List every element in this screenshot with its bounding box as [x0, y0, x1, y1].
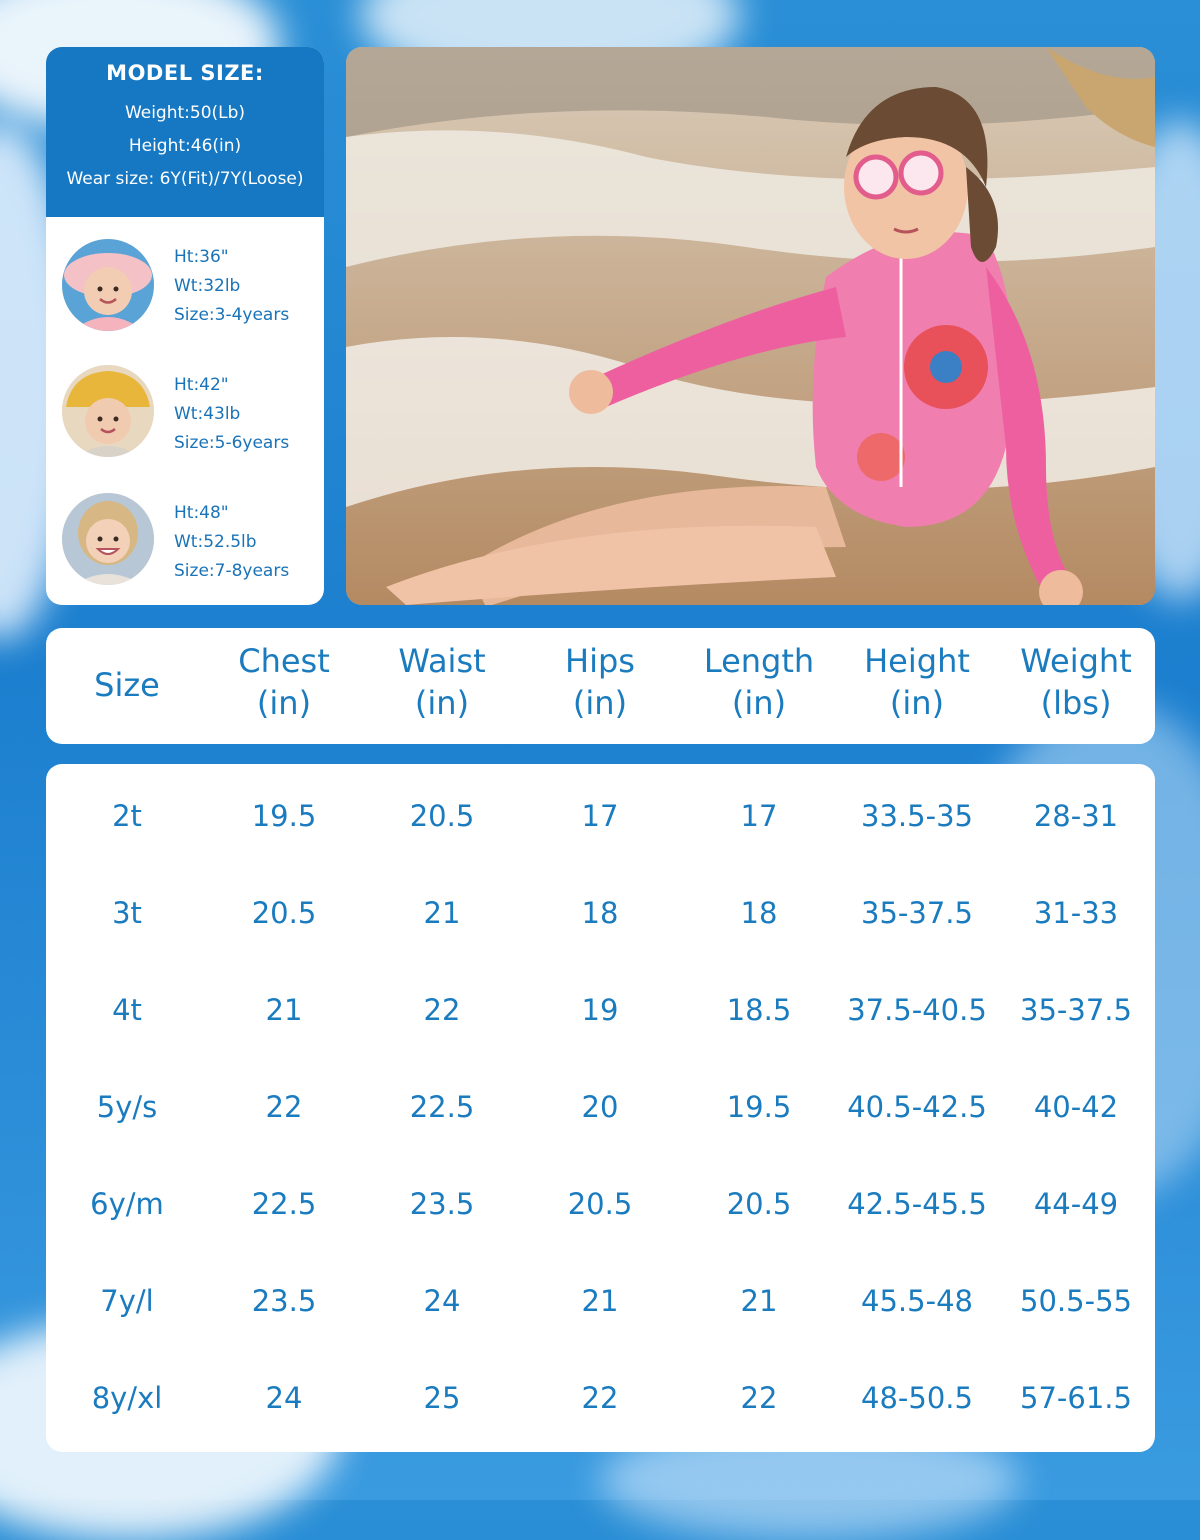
- cell-length: 18.5: [726, 993, 792, 1027]
- kid-size: Size:7-8years: [174, 561, 290, 581]
- kid-avatar-1: [62, 239, 154, 331]
- kid-reference-3: [46, 473, 324, 601]
- header-unit: (in): [731, 684, 787, 722]
- cell-height: 40.5-42.5: [847, 1090, 987, 1124]
- model-size-header: [46, 47, 324, 217]
- header-length: [680, 640, 838, 724]
- cell-hips: 17: [581, 799, 619, 833]
- kid-avatar-3: [62, 493, 154, 585]
- kid-avatar-2: [62, 365, 154, 457]
- kid-size: Size:5-6years: [174, 433, 290, 453]
- model-height: Height:46(in): [128, 136, 242, 156]
- kid-height: Ht:48": [174, 503, 229, 523]
- cell-height: 48-50.5: [861, 1381, 973, 1415]
- product-photo: [346, 47, 1155, 605]
- cell-waist: 25: [423, 1381, 461, 1415]
- table-row: [46, 1271, 1155, 1331]
- kid-height: Ht:42": [174, 375, 229, 395]
- header-label: Hips: [565, 642, 635, 680]
- cell-chest: 21: [265, 993, 303, 1027]
- cell-weight: 40-42: [1033, 1090, 1119, 1124]
- cell-weight: 57-61.5: [1020, 1381, 1132, 1415]
- header-chest: [205, 640, 363, 724]
- cell-waist: 23.5: [409, 1187, 475, 1221]
- cell-length: 20.5: [726, 1187, 792, 1221]
- cell-size: 5y/s: [96, 1090, 158, 1124]
- header-height: [838, 640, 996, 724]
- cell-waist: 22: [423, 993, 461, 1027]
- cell-waist: 20.5: [409, 799, 475, 833]
- header-label: Height: [864, 642, 970, 680]
- kid-weight: Wt:43lb: [174, 404, 241, 424]
- size-table-body: [46, 764, 1155, 1452]
- table-row: [46, 786, 1155, 846]
- table-row: [46, 1077, 1155, 1137]
- kid-reference-2: [46, 345, 324, 473]
- model-size-title: MODEL SIZE:: [106, 61, 264, 85]
- cell-hips: 21: [581, 1284, 619, 1318]
- cell-length: 19.5: [726, 1090, 792, 1124]
- header-unit: (in): [572, 684, 628, 722]
- kid-height: Ht:36": [174, 247, 229, 267]
- table-row: [46, 883, 1155, 943]
- cell-hips: 19: [581, 993, 619, 1027]
- header-size: [48, 664, 206, 706]
- cell-waist: 24: [423, 1284, 461, 1318]
- cell-waist: 21: [423, 896, 461, 930]
- kid-info-2: [174, 371, 289, 458]
- header-unit: (in): [889, 684, 945, 722]
- table-row: [46, 1368, 1155, 1428]
- header-waist: [363, 640, 521, 724]
- cell-hips: 22: [581, 1381, 619, 1415]
- header-label: Waist: [398, 642, 486, 680]
- cell-chest: 20.5: [251, 896, 317, 930]
- kid-weight: Wt:32lb: [174, 276, 241, 296]
- cell-weight: 31-33: [1033, 896, 1119, 930]
- cell-chest: 22.5: [251, 1187, 317, 1221]
- cell-height: 45.5-48: [861, 1284, 973, 1318]
- header-unit: (in): [256, 684, 312, 722]
- cell-length: 21: [740, 1284, 778, 1318]
- cell-weight: 50.5-55: [1020, 1284, 1132, 1318]
- cell-weight: 28-31: [1033, 799, 1119, 833]
- cell-length: 22: [740, 1381, 778, 1415]
- cell-size: 3t: [112, 896, 142, 930]
- header-hips: [521, 640, 679, 724]
- size-table-header: [46, 628, 1155, 744]
- kid-reference-1: [46, 217, 324, 345]
- cell-size: 7y/l: [100, 1284, 154, 1318]
- cell-chest: 22: [265, 1090, 303, 1124]
- cell-chest: 24: [265, 1381, 303, 1415]
- model-wear-size: Wear size: 6Y(Fit)/7Y(Loose): [66, 169, 304, 189]
- cell-height: 42.5-45.5: [847, 1187, 987, 1221]
- cell-hips: 18: [581, 896, 619, 930]
- kid-info-3: [174, 499, 289, 586]
- header-label: Length: [703, 642, 815, 680]
- model-weight: Weight:50(Lb): [124, 103, 246, 123]
- cell-height: 33.5-35: [861, 799, 973, 833]
- cell-size: 8y/xl: [91, 1381, 163, 1415]
- cell-chest: 19.5: [251, 799, 317, 833]
- cell-weight: 35-37.5: [1020, 993, 1132, 1027]
- cell-length: 18: [740, 896, 778, 930]
- cell-weight: 44-49: [1033, 1187, 1119, 1221]
- cell-size: 4t: [112, 993, 142, 1027]
- header-label: Weight: [1020, 642, 1132, 680]
- kid-info-1: [174, 243, 289, 330]
- cell-hips: 20: [581, 1090, 619, 1124]
- cell-chest: 23.5: [251, 1284, 317, 1318]
- table-row: [46, 1174, 1155, 1234]
- cell-waist: 22.5: [409, 1090, 475, 1124]
- table-row: [46, 980, 1155, 1040]
- cell-size: 2t: [112, 799, 142, 833]
- header-unit: (in): [414, 684, 470, 722]
- header-label: Size: [94, 666, 160, 704]
- kid-size: Size:3-4years: [174, 305, 290, 325]
- header-label: Chest: [238, 642, 330, 680]
- model-size-panel: [46, 47, 324, 605]
- cell-hips: 20.5: [567, 1187, 633, 1221]
- cell-height: 37.5-40.5: [847, 993, 987, 1027]
- kid-weight: Wt:52.5lb: [174, 532, 257, 552]
- cell-size: 6y/m: [90, 1187, 164, 1221]
- header-unit: (lbs): [1040, 684, 1112, 722]
- header-weight: [997, 640, 1155, 724]
- cell-length: 17: [740, 799, 778, 833]
- cell-height: 35-37.5: [861, 896, 973, 930]
